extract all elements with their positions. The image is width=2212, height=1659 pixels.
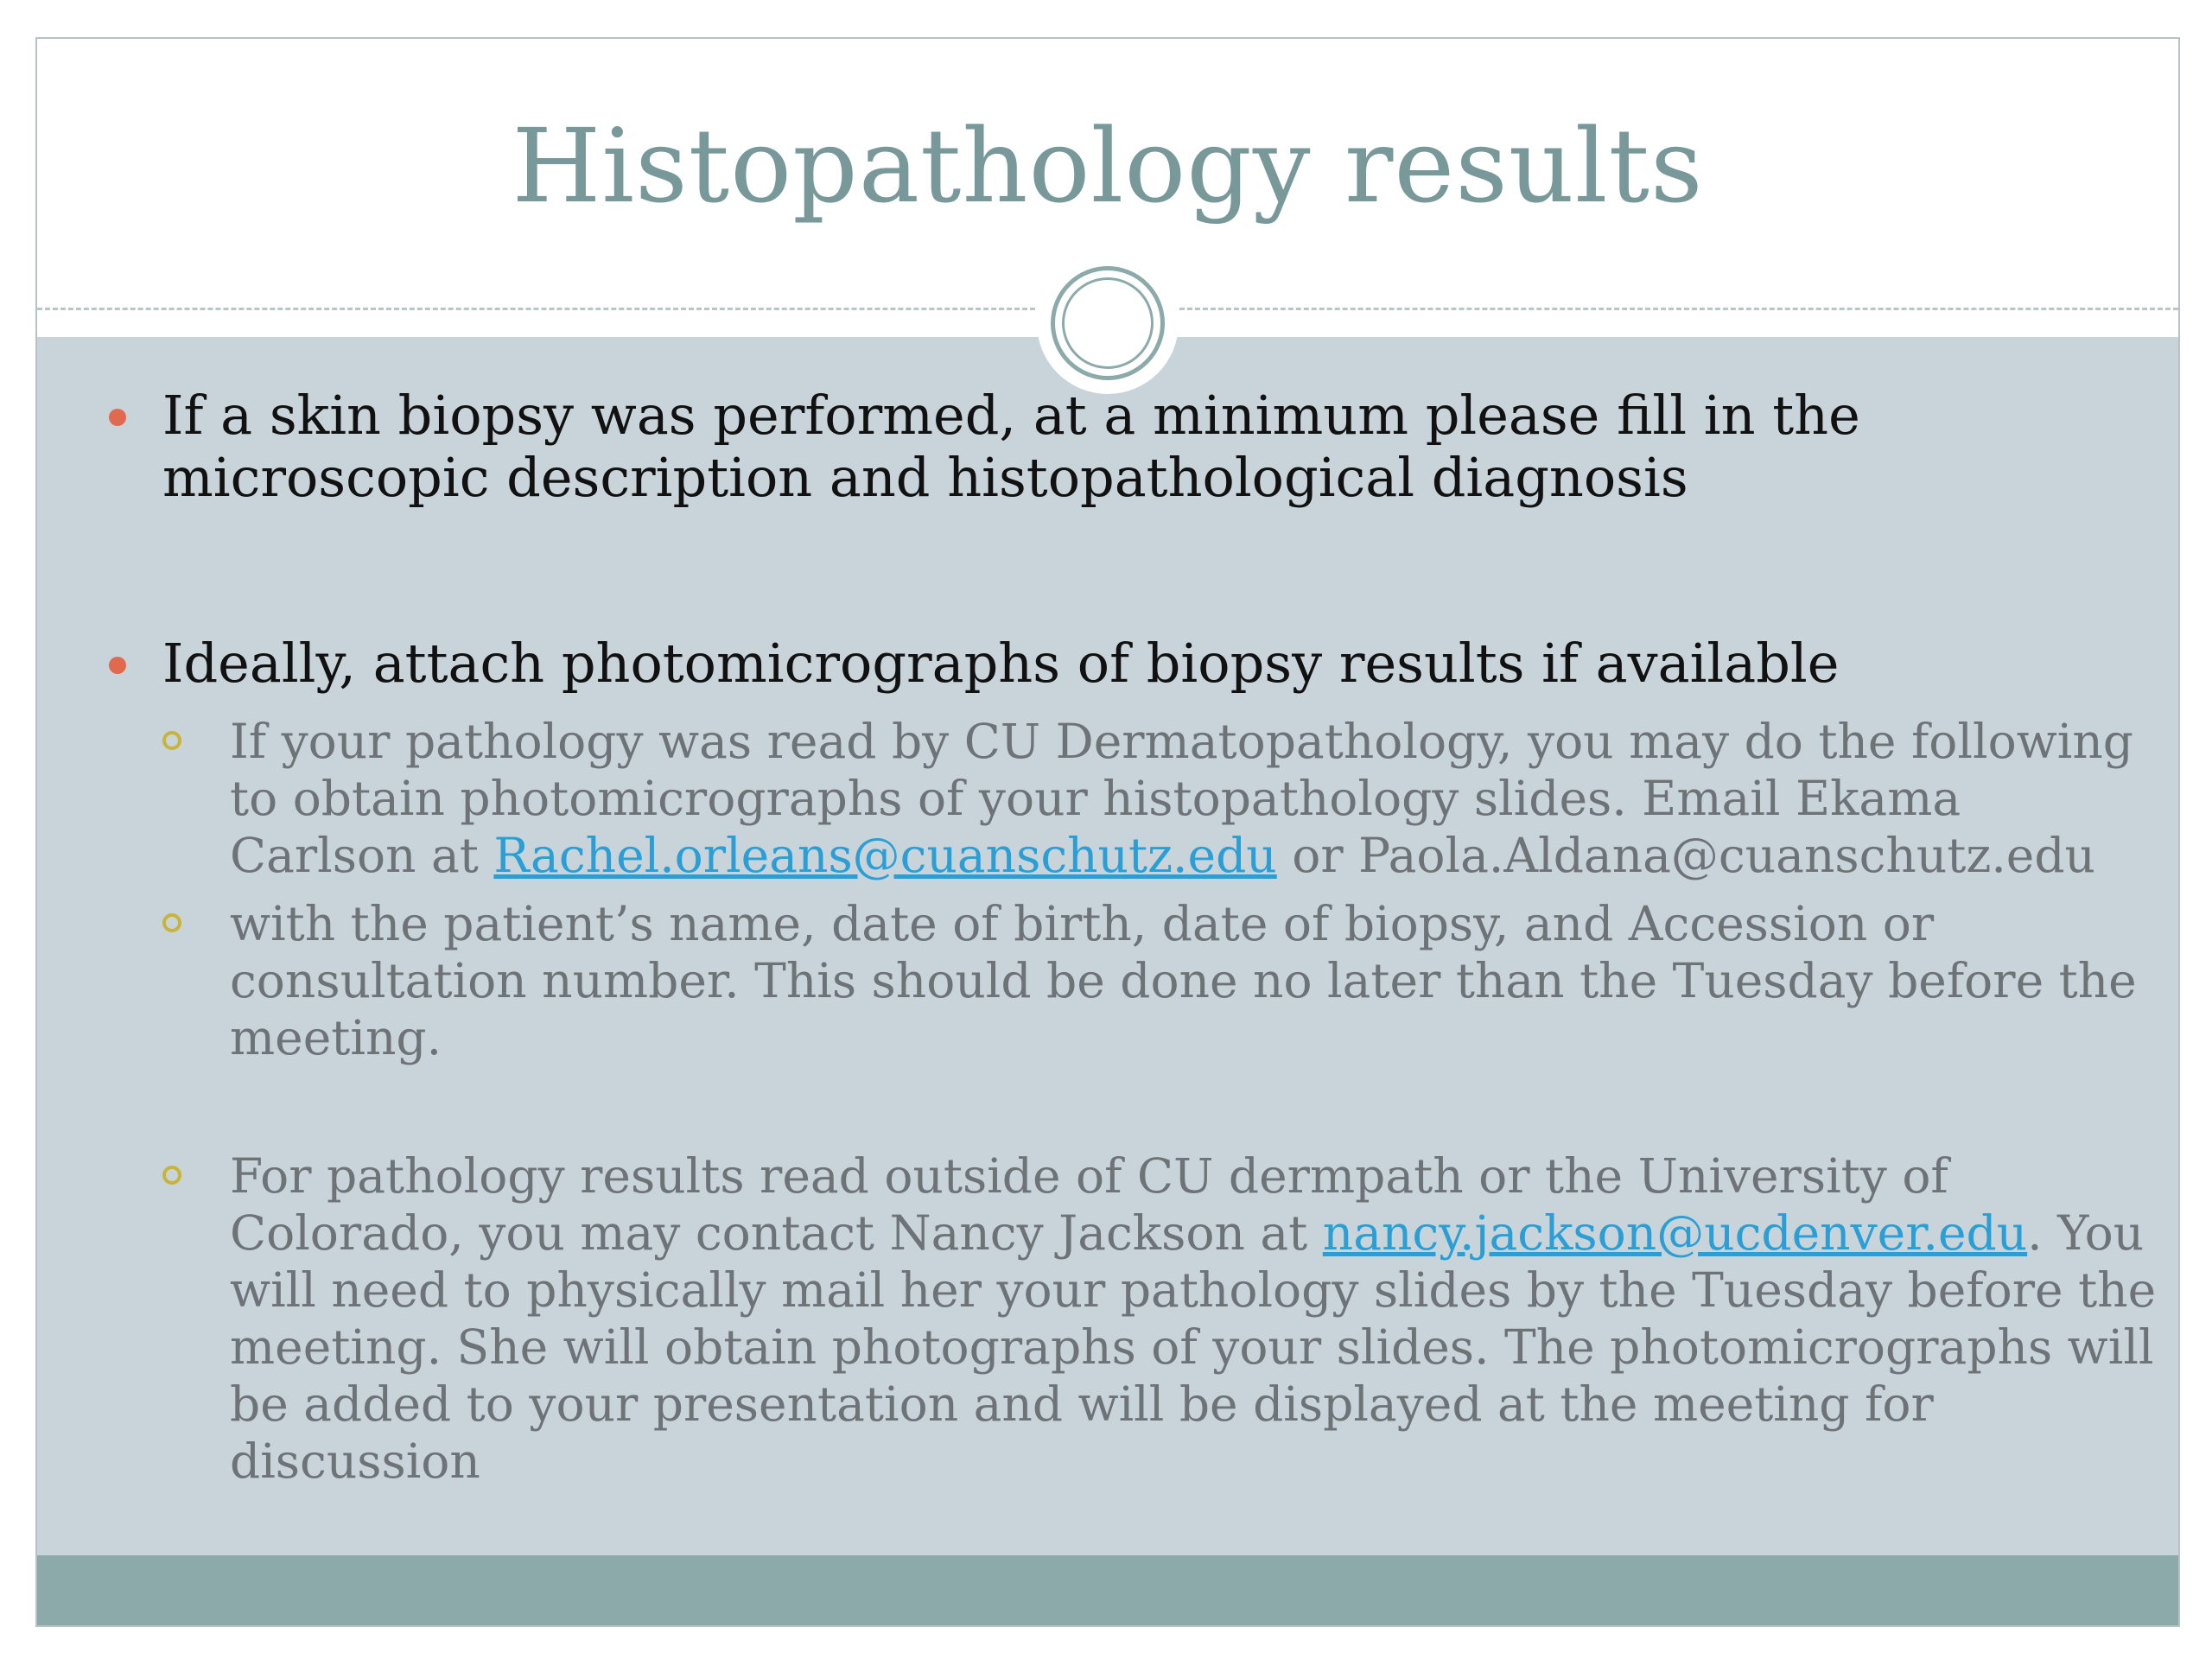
bullet-ring-icon [162,1166,181,1185]
slide-title: Histopathology results [512,106,1704,226]
sub-bullet-item [230,713,2157,884]
email-link-nancy[interactable]: nancy.jackson@ucdenver.edu [1322,1205,2028,1261]
bullet-item [162,385,2141,509]
bullet-ring-icon [162,913,181,932]
bullet-dot-icon [109,657,126,674]
bullet-item [162,632,2141,695]
slide [35,37,2180,1627]
bullet-text: Ideally, attach photomicrographs of biopsy results if available [162,632,1840,695]
sub-bullet-text: with the patient’s name, date of birth, date of biopsy, and Accession or consultation number. This should be done no later than the Tuesday before the meeting. [230,896,2137,1065]
sub-bullet-text [230,713,2157,884]
title-divider-right [1179,308,2178,310]
sub-bullet-text-part: If your pathology was read by CU Dermatopathology, you may do the following to obtain photomicrographs of your histopathology slides. Email Ekama Carlson at [230,714,2134,883]
sub-bullet-text [230,1147,2157,1490]
sub-bullet-item [230,1147,2157,1490]
bullet-text: If a skin biopsy was performed, at a minimum please fill in the microscopic description and histopathological diagnosis [162,384,1860,509]
sub-bullet-text-part: For pathology results read outside of CU dermpath or the University of Colorado, you may contact Nancy Jackson at [230,1148,1948,1261]
title-divider-left [37,308,1035,310]
bullet-dot-icon [109,409,126,426]
footer-band [37,1555,2178,1625]
circle-ornament-icon [1037,252,1179,394]
bullet-ring-icon [162,731,181,750]
sub-bullet-text-part: or Paola.Aldana@cuanschutz.edu [1276,828,2095,883]
sub-bullet-item [230,895,2157,1066]
email-link-rachel[interactable]: Rachel.orleans@cuanschutz.edu [493,828,1277,883]
sub-bullet-text-part: . You will need to physically mail her your pathology slides by the Tuesday before the meeting. She will obtain photographs of your slides. The photomicrographs will be added to your presentation and will be displayed at the meeting for discussion [230,1205,2157,1489]
